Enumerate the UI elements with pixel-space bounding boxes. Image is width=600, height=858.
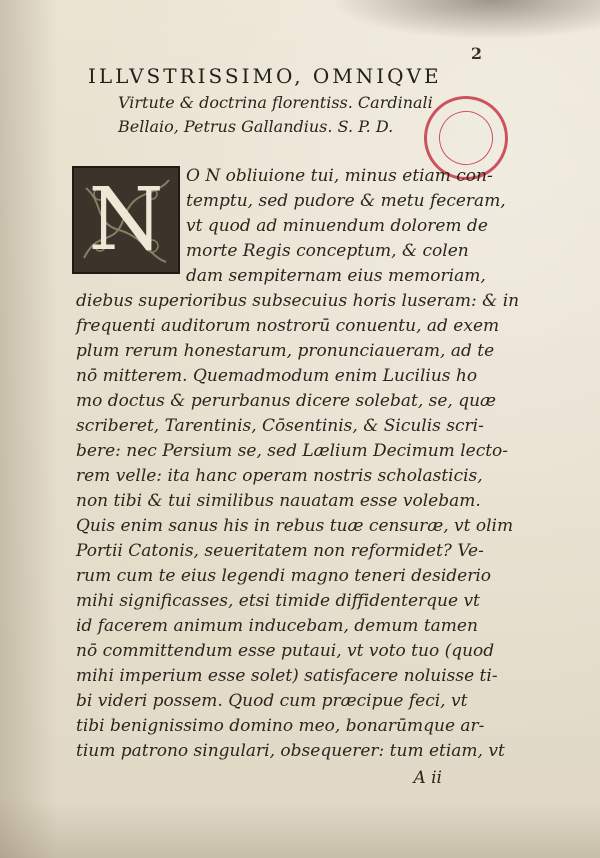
- body-line: rum cum te eius legendi magno teneri desiderio: [76, 566, 492, 586]
- body-line: id facerem animum inducebam, demum tamen: [76, 616, 478, 636]
- body-line: vt quod ad minuendum dolorem de: [186, 216, 488, 236]
- bottom-stain: [0, 800, 600, 858]
- dedication-heading-line-3: Bellaio, Petrus Gallandius. S. P. D.: [118, 117, 394, 136]
- body-line: Quis enim sanus his in rebus tuæ censuræ, vt olim: [76, 516, 514, 536]
- top-stain: [330, 0, 600, 40]
- dedication-heading-line-2: Virtute & doctrina florentiss. Cardinali: [118, 93, 433, 112]
- initial-letter: N: [88, 170, 164, 270]
- body-line: bi videri possem. Quod cum præcipue feci, vt: [76, 691, 468, 711]
- body-line: scriberet, Tarentinis, Cōsentinis, & Siculis scri-: [76, 416, 484, 436]
- body-line: mihi imperium esse solet) satisfacere noluisse ti-: [76, 666, 498, 686]
- decorated-initial: [72, 166, 180, 274]
- body-line: plum rerum honestarum, pronunciaueram, ad te: [76, 341, 495, 361]
- body-line: nō mitterem. Quemadmodum enim Lucilius ho: [76, 366, 478, 386]
- body-line: temptu, sed pudore & metu feceram,: [186, 191, 506, 211]
- body-line: rem velle: ita hanc operam nostris scholasticis,: [76, 466, 483, 486]
- library-stamp-ring: [432, 104, 500, 172]
- body-line: non tibi & tui similibus nauatam esse volebam.: [76, 491, 481, 511]
- body-line: bere: nec Persium se, sed Lælium Decimum lecto-: [76, 441, 509, 461]
- page-edge-shadow: [0, 0, 58, 858]
- dedication-heading-line-1: ILLVSTRISSIMO, OMNIQVE: [88, 64, 442, 88]
- body-line: morte Regis conceptum, & colen: [186, 241, 469, 261]
- body-line: nō committendum esse putaui, vt voto tuo (quod: [76, 641, 495, 661]
- body-line-first: O N obliuione tui, minus etiam con-: [186, 166, 493, 186]
- body-line: mihi significasses, etsi timide diffidenterque vt: [76, 591, 480, 611]
- folio-number: 2: [470, 44, 482, 63]
- body-line: frequenti auditorum nostrorū conuentu, ad exem: [76, 316, 500, 336]
- body-line: tium patrono singulari, obsequerer: tum etiam, vt: [76, 741, 505, 761]
- body-line: Portii Catonis, seueritatem non reformidet? Ve-: [76, 541, 484, 561]
- body-line: tibi benignissimo domino meo, bonarūmque ar-: [76, 716, 485, 736]
- signature-mark: A ii: [413, 768, 442, 788]
- body-line: mo doctus & perurbanus dicere solebat, se, quæ: [76, 391, 497, 411]
- body-line: diebus superioribus subsecuius horis luseram: & in: [76, 291, 520, 311]
- body-line: dam sempiternam eius memoriam,: [186, 266, 486, 286]
